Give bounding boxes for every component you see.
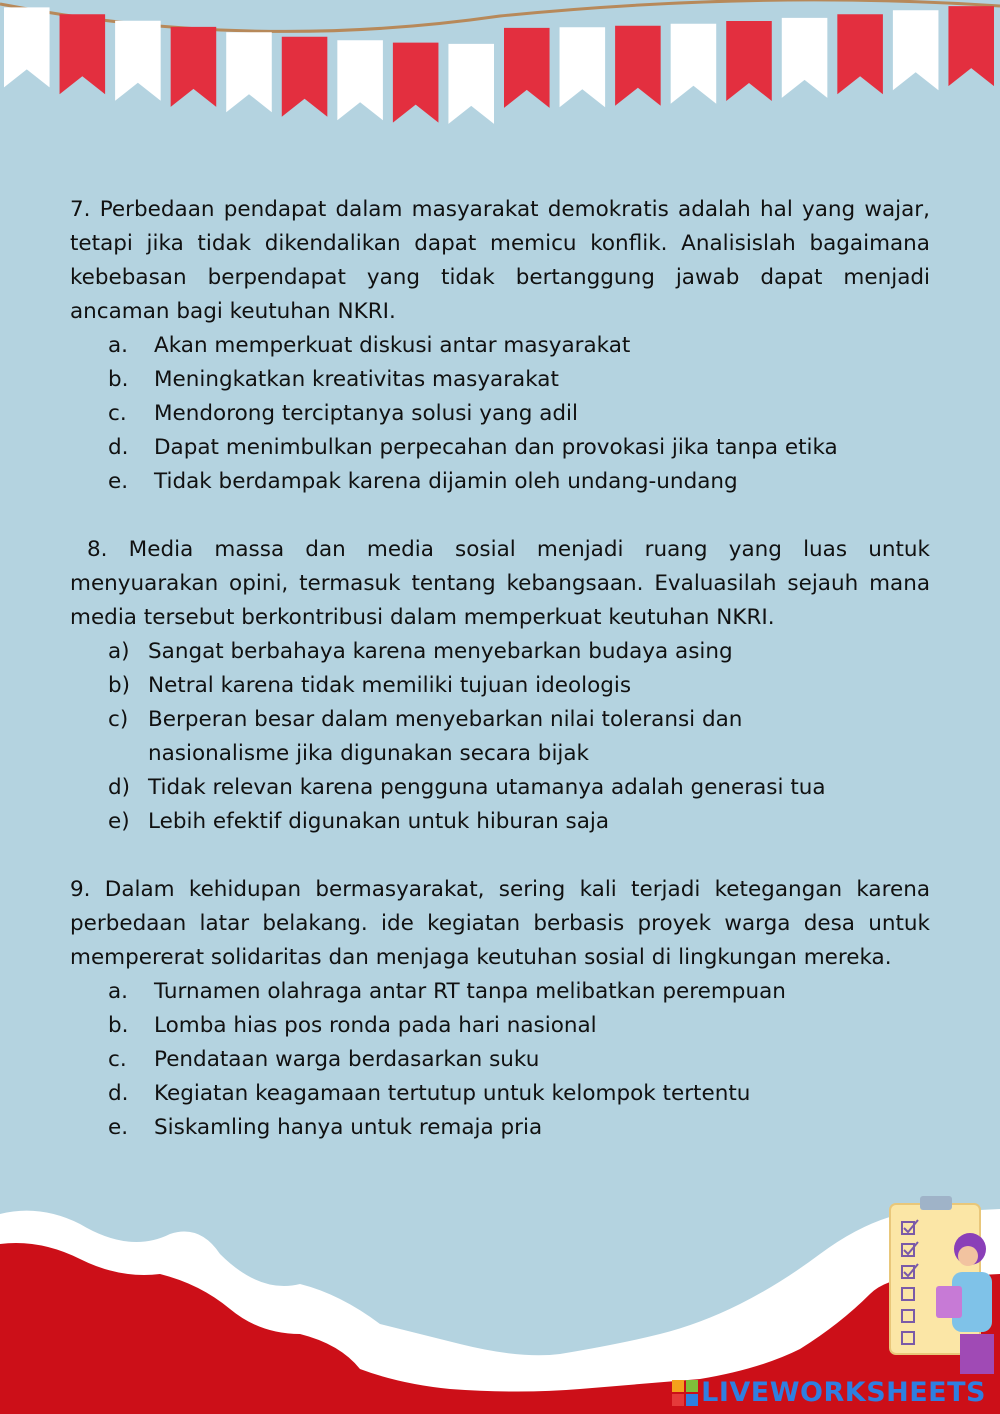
answer-option[interactable]: a. Turnamen olahraga antar RT tanpa melibatkan perempuan [108, 979, 786, 1004]
bunting-flag [393, 43, 439, 123]
answer-options [70, 635, 930, 839]
bunting-flag [893, 10, 939, 90]
bunting-flag [4, 7, 50, 87]
bunting-flag [671, 24, 717, 104]
answer-options [70, 329, 930, 499]
question-8 [70, 533, 930, 839]
question-9 [70, 873, 930, 1145]
bunting-flag [226, 32, 272, 112]
bunting-flag [948, 6, 994, 86]
bunting-flag [504, 28, 550, 108]
question-stem: 8. Media massa dan media sosial menjadi ruang yang luas untuk menyuarakan opini, termasuk tentang kebangsaan. Evaluasilah sejauh mana media tersebut berkontribusi dalam memperkuat keutuhan NKRI. [70, 537, 930, 630]
answer-option[interactable]: c) Berperan besar dalam menyebarkan nilai toleransi dan nasionalisme jika digunakan secara bijak [108, 707, 743, 766]
bunting-flag [60, 14, 106, 94]
bunting-flag [337, 40, 383, 120]
bunting-flag [837, 14, 883, 94]
brand-name: LIVEWORKSHEETS [701, 1377, 986, 1408]
answer-option[interactable]: d) Tidak relevan karena pengguna utamanya adalah generasi tua [108, 775, 826, 800]
answer-option[interactable]: e. Tidak berdampak karena dijamin oleh undang-undang [108, 469, 738, 494]
bunting-flag [560, 27, 606, 107]
answer-option[interactable]: a) Sangat berbahaya karena menyebarkan budaya asing [108, 639, 733, 664]
bunting-flag [726, 21, 772, 101]
answer-option[interactable]: d. Kegiatan keagamaan tertutup untuk kelompok tertentu [108, 1081, 751, 1106]
liveworksheets-brand [672, 1377, 986, 1408]
answer-options [70, 975, 930, 1145]
bunting-flags [0, 0, 1000, 140]
question-stem: 7. Perbedaan pendapat dalam masyarakat demokratis adalah hal yang wajar, tetapi jika tidak dikendalikan dapat memicu konflik. Analisislah bagaimana kebebasan berpendapat yang tidak bertanggung jawab dapat menjadi ancaman bagi keutuhan NKRI. [70, 197, 930, 324]
answer-option[interactable]: d. Dapat menimbulkan perpecahan dan provokasi jika tanpa etika [108, 435, 838, 460]
answer-option[interactable]: a. Akan memperkuat diskusi antar masyarakat [108, 333, 631, 358]
clipboard-checklist-illustration [880, 1194, 1000, 1374]
answer-option[interactable]: c. Mendorong terciptanya solusi yang adil [108, 401, 579, 426]
answer-option[interactable]: c. Pendataan warga berdasarkan suku [108, 1047, 540, 1072]
worksheet-content [70, 193, 930, 1179]
answer-option[interactable]: e. Siskamling hanya untuk remaja pria [108, 1115, 543, 1140]
question-7 [70, 193, 930, 499]
bunting-flag [115, 21, 161, 101]
bunting-flag [282, 37, 328, 117]
liveworksheets-logo-icon [672, 1380, 698, 1406]
answer-option[interactable]: b. Lomba hias pos ronda pada hari nasional [108, 1013, 597, 1038]
bunting-flag [615, 26, 661, 106]
bunting-flag [171, 27, 217, 107]
question-stem: 9. Dalam kehidupan bermasyarakat, sering kali terjadi ketegangan karena perbedaan latar belakang. ide kegiatan berbasis proyek warga desa untuk mempererat solidaritas dan menjaga keutuhan sosial di lingkungan mereka. [70, 877, 930, 970]
answer-option[interactable]: b. Meningkatkan kreativitas masyarakat [108, 367, 559, 392]
bunting-flag [782, 18, 828, 98]
answer-option[interactable]: e) Lebih efektif digunakan untuk hiburan saja [108, 809, 610, 834]
bunting-flag [448, 44, 494, 124]
answer-option[interactable]: b) Netral karena tidak memiliki tujuan ideologis [108, 673, 632, 698]
